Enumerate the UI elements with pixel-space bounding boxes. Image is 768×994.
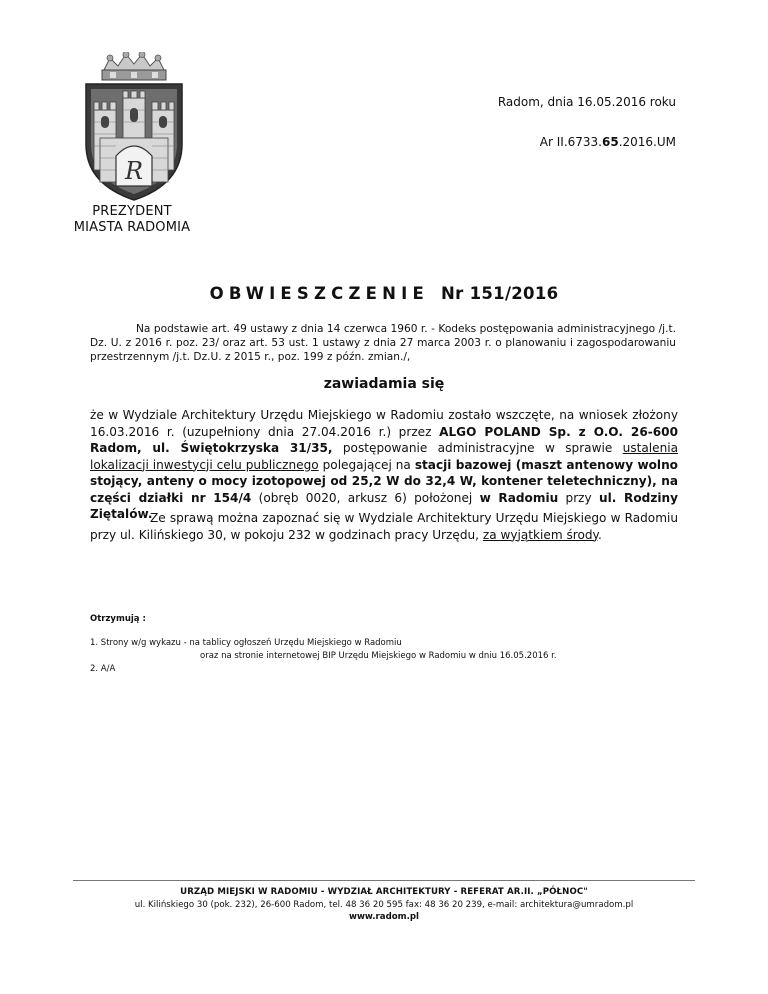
authority-line-2: MIASTA RADOMIA bbox=[73, 220, 191, 235]
recipient-item-1: 1. Strony w/g wykazu - na tablicy ogłoszeń Urzędu Miejskiego w Radomiu bbox=[90, 638, 402, 648]
reference-number bbox=[540, 135, 676, 149]
city-crest bbox=[80, 52, 188, 202]
body-text-3: polegającej na bbox=[318, 457, 415, 472]
visit-exception: za wyjątkiem środy bbox=[482, 527, 598, 542]
visit-end: . bbox=[597, 527, 602, 542]
recipient-item-2: 2. A/A bbox=[90, 664, 116, 674]
crown-icon bbox=[102, 52, 166, 80]
footer-divider bbox=[73, 880, 695, 881]
location-street: ul. Rodziny Ziętalów. bbox=[90, 490, 679, 521]
footer-website: www.radom.pl bbox=[349, 912, 419, 922]
recipient-item-1-continued: oraz na stronie internetowej BIP Urzędu Miejskiego w Radomiu w dniu 16.05.2016 r. bbox=[200, 651, 557, 661]
date-line: Radom, dnia 16.05.2016 roku bbox=[497, 95, 676, 109]
footer bbox=[0, 886, 768, 924]
proceeding-subject: ustalenia lokalizacji inwestycji celu publicznego bbox=[90, 441, 679, 472]
footer-address: ul. Kilińskiego 30 (pok. 232), 26-600 Radom, tel. 48 36 20 595 fax: 48 36 20 239, e-mail: architektura@umradom.pl bbox=[134, 899, 634, 910]
location-city: w Radomiu bbox=[479, 490, 559, 505]
ref-prefix: Ar II.6733. bbox=[539, 135, 602, 149]
body-text-4: (obręb 0020, arkusz 6) położonej bbox=[251, 490, 480, 505]
ref-case-number: 65 bbox=[601, 135, 619, 149]
investment-description: stacji bazowej (maszt antenowy wolno stojący, anteny o mocy izotopowej od 25,2 W do 32,4 W, kontener teletechniczny), na części działki nr 154/4 bbox=[90, 457, 678, 505]
applicant-name: ALGO POLAND Sp. z O.O. 26-600 Radom, ul. Świętokrzyska 31/35, bbox=[90, 424, 679, 455]
main-paragraph bbox=[90, 407, 678, 523]
issuing-authority bbox=[62, 204, 202, 236]
recipients-label: Otrzymują : bbox=[90, 614, 146, 624]
title-word: OBWIESZCZENIE bbox=[209, 284, 429, 303]
document-title bbox=[0, 284, 768, 303]
authority-line-1: PREZYDENT bbox=[92, 204, 172, 219]
coat-of-arms-icon bbox=[80, 52, 188, 202]
ref-suffix: .2016.UM bbox=[618, 135, 676, 149]
footer-title: URZĄD MIEJSKI W RADOMIU - WYDZIAŁ ARCHITEKTURY - REFERAT AR.II. „PÓŁNOC" bbox=[180, 887, 588, 897]
visit-text: Ze sprawą można zapoznać się w Wydziale Architektury Urzędu Miejskiego w Radomiu przy ul. Kilińskiego 30, w pokoju 232 w godzinach pracy Urzędu, bbox=[90, 511, 678, 542]
body-text-2: postępowanie administracyjne w sprawie bbox=[332, 441, 623, 455]
visit-paragraph bbox=[90, 510, 678, 543]
legal-basis-paragraph: Na podstawie art. 49 ustawy z dnia 14 czerwca 1960 r. - Kodeks postępowania administracyjnego /j.t. Dz. U. z 2016 r. poz. 23/ oraz art. 53 ust. 1 ustawy z dnia 27 marca 2003 r. o planowaniu i zagospodarowaniu przestrzennym /j.t. Dz.U. z 2015 r., poz. 199 z późn. zmian./, bbox=[90, 323, 676, 363]
body-text-5: przy bbox=[558, 490, 600, 505]
recipients-list bbox=[90, 637, 557, 676]
crest-letter: R bbox=[124, 157, 144, 185]
body-text-1: że w Wydziale Architektury Urzędu Miejskiego w Radomiu zostało wszczęte, na wniosek złożony 16.03.2016 r. (uzupełniony dnia 27.04.2016 r.) przez bbox=[90, 408, 678, 439]
title-number: Nr 151/2016 bbox=[441, 284, 559, 303]
announcement-heading: zawiadamia się bbox=[323, 376, 445, 392]
